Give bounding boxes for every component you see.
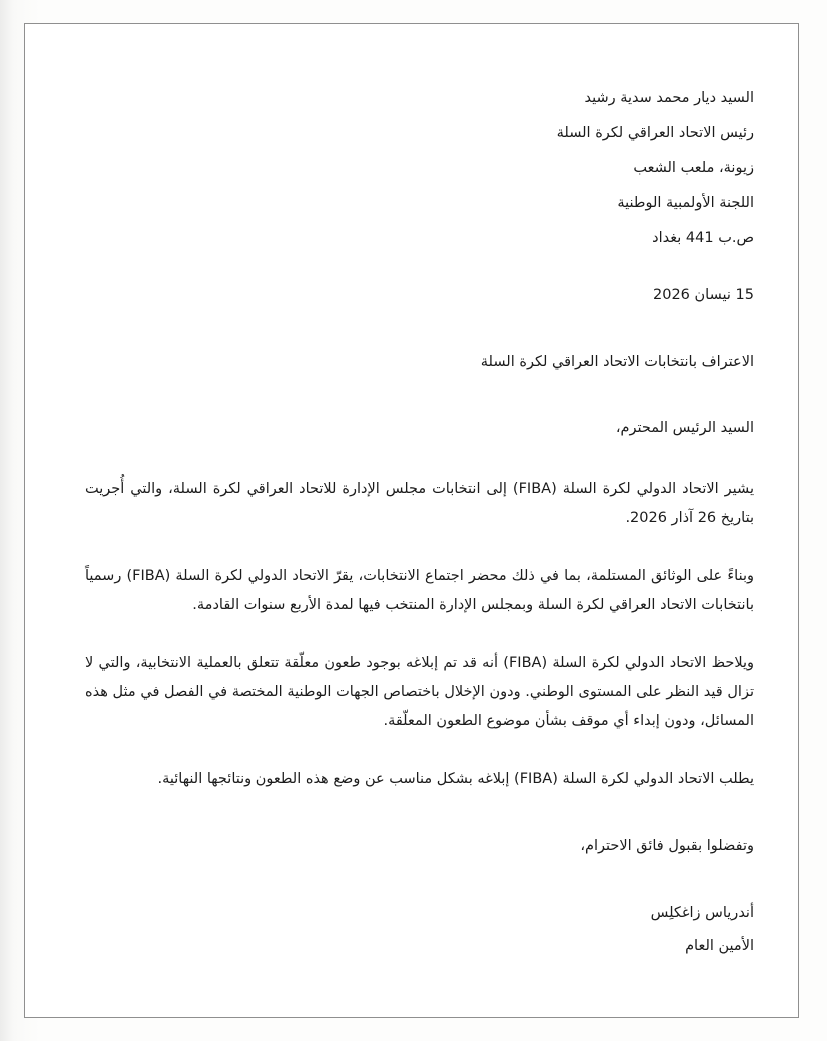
letter-salutation: السيد الرئيس المحترم، — [615, 420, 754, 436]
recipient-name: السيد ديار محمد سدية رشيد — [584, 90, 754, 106]
letter-paragraph-2: وبناءً على الوثائق المستلمة، بما في ذلك محضر اجتماع الانتخابات، يقرّ الاتحاد الدولي لكرة السلة (FIBA) رسمياً بانتخابات الاتحاد العراقي لكرة السلة وبمجلس الإدارة المنتخب فيها لمدة الأربع سنوات القادمة. — [85, 568, 754, 613]
signature-block — [85, 897, 754, 963]
recipient-address-line-1: زيونة، ملعب الشعب — [633, 160, 754, 176]
recipient-po-box: ص.ب 441 بغداد — [652, 230, 754, 246]
recipient-title: رئيس الاتحاد العراقي لكرة السلة — [556, 125, 754, 141]
recipient-address-line-2: اللجنة الأولمبية الوطنية — [617, 195, 754, 211]
letter-page — [24, 23, 799, 1018]
signatory-title: الأمين العام — [685, 938, 754, 954]
letter-paragraph-4: يطلب الاتحاد الدولي لكرة السلة (FIBA) إبلاغه بشكل مناسب عن وضع هذه الطعون ونتائجها النهائية. — [157, 771, 754, 787]
letter-subject: الاعتراف بانتخابات الاتحاد العراقي لكرة السلة — [480, 354, 754, 370]
letter-paragraph-1: يشير الاتحاد الدولي لكرة السلة (FIBA) إلى انتخابات مجلس الإدارة للاتحاد العراقي لكرة السلة، والتي أُجريت بتاريخ 26 آذار 2026. — [85, 481, 754, 526]
letter-date: 15 نيسان 2026 — [653, 287, 754, 303]
signatory-name: أندرياس زاغكلِس — [650, 905, 754, 921]
recipient-address-block — [85, 81, 754, 256]
letter-paragraph-3: ويلاحظ الاتحاد الدولي لكرة السلة (FIBA) أنه قد تم إبلاغه بوجود طعون معلّقة تتعلق بالعملية الانتخابية، والتي لا تزال قيد النظر على المستوى الوطني. ودون الإخلال باختصاص الجهات الوطنية المختصة في الفصل في مثل هذه المسائل، ودون إبداء أي موقف بشأن موضوع الطعون المعلّقة. — [85, 655, 755, 729]
letter-closing: وتفضلوا بقبول فائق الاحترام، — [580, 838, 754, 854]
